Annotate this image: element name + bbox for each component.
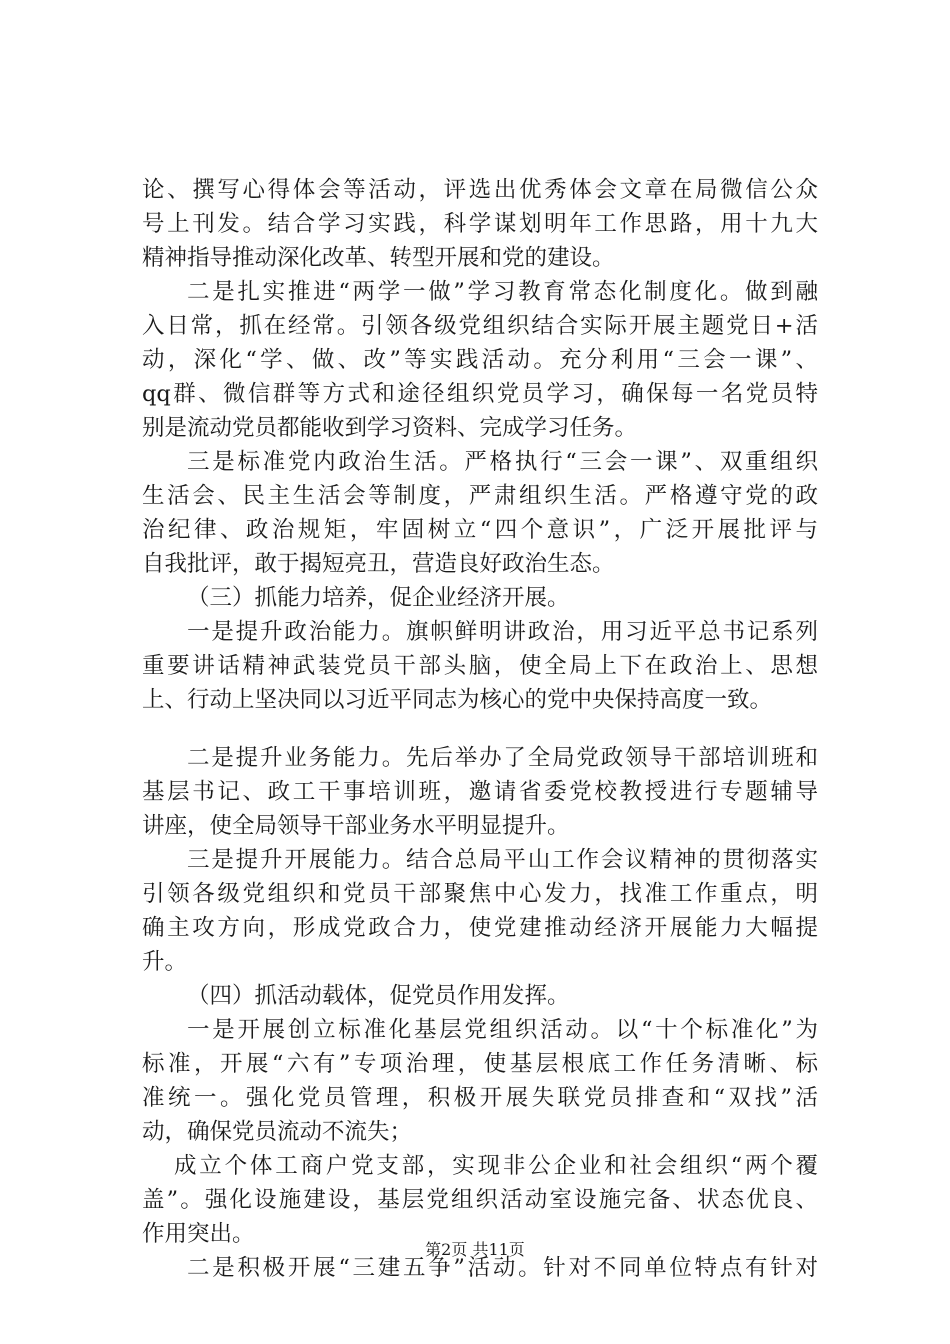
text-line: 号上刊发。结合学习实践，科学谋划明年工作思路，用十九大 bbox=[142, 211, 818, 237]
paragraph-gap bbox=[142, 717, 818, 741]
text-line: 治纪律、政治规矩，牢固树立“四个意识”，广泛开展批评与 bbox=[142, 517, 818, 543]
text-line: 盖”。强化设施建设，基层党组织活动室设施完备、状态优良、 bbox=[142, 1187, 818, 1213]
text-line: 三是提升开展能力。结合总局平山工作会议精神的贯彻落实 bbox=[187, 847, 818, 873]
text-line: 精神指导推动深化改革、转型开展和党的建设。 bbox=[142, 245, 615, 271]
section-heading: （四）抓活动载体，促党员作用发挥。 bbox=[187, 983, 570, 1009]
text-line: 动，确保党员流动不流失； bbox=[142, 1119, 413, 1145]
text-line: 升。 bbox=[142, 949, 188, 975]
page-number-footer: 第2页 共11页 bbox=[425, 1240, 525, 1259]
section-heading: （三）抓能力培养，促企业经济开展。 bbox=[187, 585, 570, 611]
text-line: 自我批评，敢于揭短亮丑，营造良好政治生态。 bbox=[142, 551, 615, 577]
text-line: 三是标准党内政治生活。严格执行“三会一课”、双重组织 bbox=[187, 449, 818, 475]
text-line: 入日常，抓在经常。引领各级党组织结合实际开展主题党日+活 bbox=[142, 313, 818, 339]
text-line: 作用突出。 bbox=[142, 1221, 255, 1247]
text-line: 二是提升业务能力。先后举办了全局党政领导干部培训班和 bbox=[187, 745, 818, 771]
text-line: 成立个体工商户党支部，实现非公企业和社会组织“两个覆 bbox=[174, 1153, 818, 1179]
text-line: qq群、微信群等方式和途径组织党员学习，确保每一名党员特 bbox=[142, 381, 818, 407]
text-line: 重要讲话精神武装党员干部头脑，使全局上下在政治上、思想 bbox=[142, 653, 818, 679]
document-body bbox=[142, 173, 818, 1285]
text-line: 一是开展创立标准化基层党组织活动。以“十个标准化”为 bbox=[187, 1017, 818, 1043]
text-line: 二是积极开展“三建五争”活动。针对不同单位特点有针对 bbox=[187, 1255, 818, 1281]
text-line: 引领各级党组织和党员干部聚焦中心发力，找准工作重点，明 bbox=[142, 881, 818, 907]
text-line: 标准，开展“六有”专项治理，使基层根底工作任务清晰、标 bbox=[142, 1051, 818, 1077]
text-line: 确主攻方向，形成党政合力，使党建推动经济开展能力大幅提 bbox=[142, 915, 818, 941]
text-line: 一是提升政治能力。旗帜鲜明讲政治，用习近平总书记系列 bbox=[187, 619, 818, 645]
text-line: 基层书记、政工干事培训班，邀请省委党校教授进行专题辅导 bbox=[142, 779, 818, 805]
text-line: 二是扎实推进“两学一做”学习教育常态化制度化。做到融 bbox=[187, 279, 818, 305]
text-line: 别是流动党员都能收到学习资料、完成学习任务。 bbox=[142, 415, 638, 441]
text-line: 准统一。强化党员管理，积极开展失联党员排查和“双找”活 bbox=[142, 1085, 818, 1111]
text-line: 生活会、民主生活会等制度，严肃组织生活。严格遵守党的政 bbox=[142, 483, 818, 509]
text-line: 上、行动上坚决同以习近平同志为核心的党中央保持高度一致。 bbox=[142, 687, 773, 713]
text-line: 动，深化“学、做、改”等实践活动。充分利用“三会一课”、 bbox=[142, 347, 818, 373]
text-line: 讲座，使全局领导干部业务水平明显提升。 bbox=[142, 813, 570, 839]
text-line: 论、撰写心得体会等活动，评选出优秀体会文章在局微信公众 bbox=[142, 177, 818, 203]
